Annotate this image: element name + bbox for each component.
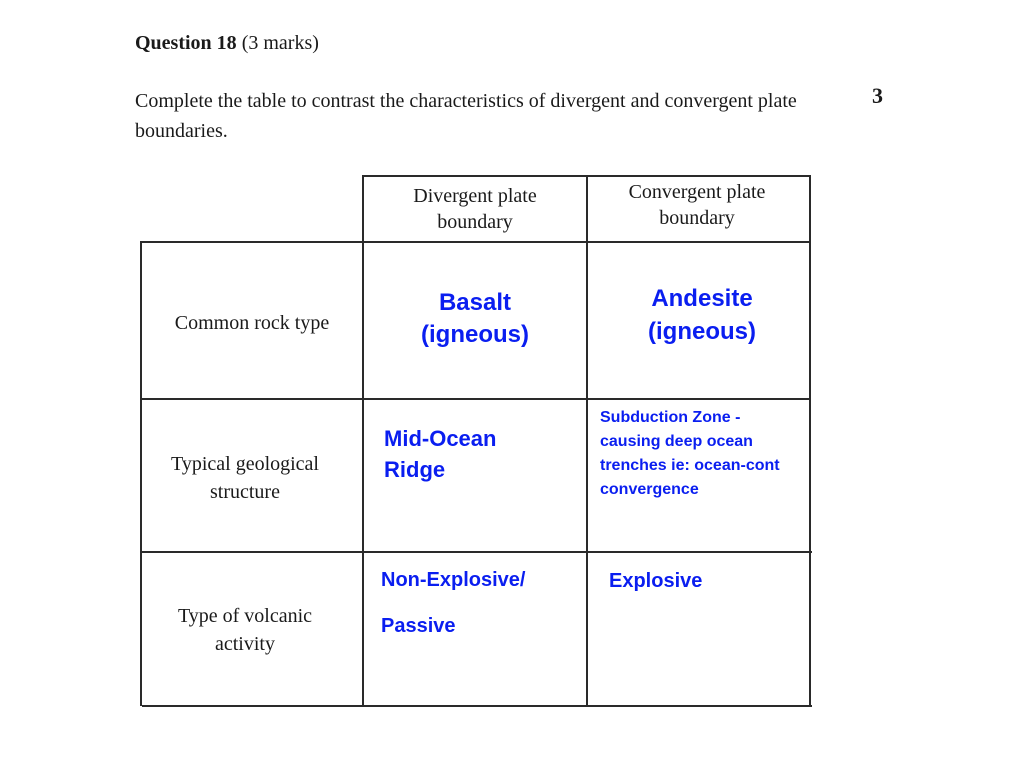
table-row-divider xyxy=(140,398,811,400)
answer-structure-divergent-text: Mid-Ocean Ridge xyxy=(384,426,497,482)
answer-volcanic-divergent-line1 xyxy=(381,567,525,593)
answer-volcanic-convergent-text: Explosive xyxy=(609,570,703,592)
question-prompt: Complete the table to contrast the characteristics of divergent and convergent plate boundaries. xyxy=(135,90,797,142)
question-number: Question 18 xyxy=(135,32,237,54)
column-header-convergent xyxy=(622,174,772,236)
row-label-geological-structure xyxy=(160,448,330,508)
answer-structure-convergent xyxy=(600,406,800,502)
row-label-rock-type xyxy=(144,300,360,346)
answer-structure-divergent xyxy=(384,423,534,485)
row-label-volcanic-activity xyxy=(160,600,330,660)
table-border-right xyxy=(809,175,811,706)
question-title xyxy=(135,32,319,55)
table-row-divider xyxy=(141,551,812,553)
column-header-convergent-label: Convergent plate boundary xyxy=(628,181,766,229)
answer-rock-convergent xyxy=(622,282,782,348)
question-marks: (3 marks) xyxy=(241,32,319,54)
table-column-divider xyxy=(586,175,588,706)
table-border-left xyxy=(140,241,142,706)
column-header-divergent xyxy=(400,178,550,240)
row-label-volcanic-activity-text: Type of volcanic activity xyxy=(177,605,313,655)
marks-value: 3 xyxy=(872,83,883,108)
answer-volcanic-divergent-line1-text: Non-Explosive/ xyxy=(381,569,526,591)
answer-rock-divergent-text: Basalt (igneous) xyxy=(421,289,529,348)
answer-volcanic-divergent-line2-text: Passive xyxy=(381,615,456,637)
table-border-bottom xyxy=(142,705,812,707)
row-label-rock-type-text: Common rock type xyxy=(174,312,330,334)
column-header-divergent-label: Divergent plate boundary xyxy=(413,185,537,233)
row-label-geological-structure-text: Typical geological structure xyxy=(171,453,319,503)
table-border-top-body xyxy=(140,241,810,243)
answer-volcanic-divergent-line2 xyxy=(381,613,456,639)
table-column-divider xyxy=(362,175,364,706)
answer-volcanic-convergent xyxy=(609,568,702,594)
answer-rock-convergent-text: Andesite (igneous) xyxy=(648,285,756,345)
answer-structure-convergent-text: Subduction Zone - causing deep ocean trenches ie: ocean-cont convergence xyxy=(600,409,780,498)
answer-rock-divergent xyxy=(400,287,550,351)
